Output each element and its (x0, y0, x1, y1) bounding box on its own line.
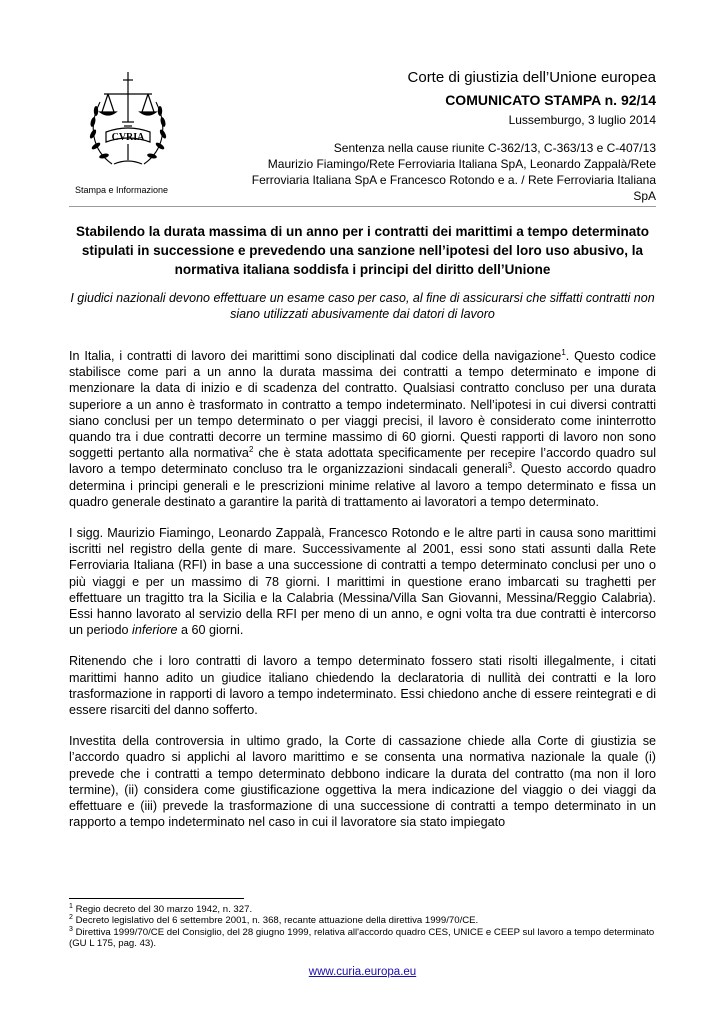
footnote-text: Direttiva 1999/70/CE del Consiglio, del 28 giugno 1999, relativa all'accordo quadro CES, UNICE e CEEP sul lavoro a tempo determinato (GU L 175, pag. 43). (69, 926, 655, 950)
footnote (69, 927, 656, 950)
judgment-line: Ferroviaria Italiana SpA e Francesco Rotondo e a. / Rete Ferroviaria Italiana (251, 173, 656, 187)
header-divider (69, 206, 656, 207)
curia-website-link[interactable]: www.curia.europa.eu (308, 966, 417, 978)
page-title: Stabilendo la durata massima di un anno per i contratti dei marittimi a tempo determinato stipulati in successione e prevedendo una sanzione nell’ipotesi del loro uso abusivo, la normativa italiana soddisfa i principi del diritto dell’Unione (75, 224, 650, 277)
page-subtitle: I giudici nazionali devono effettuare un esame caso per caso, al fine di assicurarsi che siffatti contratti non siano utilizzati abusivamente dai datori di lavoro (70, 291, 655, 321)
footnote-text: Regio decreto del 30 marzo 1942, n. 327. (72, 904, 253, 915)
paragraph (69, 348, 656, 510)
footnote-number: 1 (69, 902, 73, 910)
article-body (69, 348, 656, 845)
communique-number: COMUNICATO STAMPA n. 92/14 (445, 92, 656, 108)
press-office-label: Stampa e Informazione (75, 185, 169, 195)
text-run: I sigg. Maurizio Fiamingo, Leonardo Zappalà, Francesco Rotondo e le altre parti in causa sono marittimi iscritti nel registro della gente di mare. Successivamente al 2001, essi sono stati assunti dalla Rete Ferroviaria Italiana (RFI) in base a una successione di contratti a tempo determinato conclusi per uno o più viaggi e per un massimo di 78 giorni. I marittimi in questione erano imbarcati su traghetti per effettuare un tragitto tra la Sicilia e la Calabria (Messina/Villa San Giovanni, Messina/Reggio Calabria). Essi hanno lavorato al servizio della RFI per meno di un anno, e ogni volta tra due contratti è intercorso un periodo (69, 526, 656, 638)
text-run: . Questo codice stabilisce come pari a un anno la durata massima dei contratti a tempo determinato e impone di menzionare la data di inizio e di scadenza del contratto. Qualsiasi contratto concluso per una durata superiore a un anno è trasformato in contratto a tempo indeterminato. Nell’ipotesi in cui diversi contratti siano conclusi per un tempo determinato o per viaggi precisi, il lavoro è considerato come ininterrotto quando tra i due contratti decorre un termine massimo di 60 giorni. Questi rapporti di lavoro non sono soggetti pertanto alla normativa (69, 349, 656, 461)
paragraph: Investita della controversia in ultimo grado, la Corte di cassazione chiede alla Corte di giustizia se l’accordo quadro si applichi al lavoro marittimo e se consenta una normativa nazionale la quale (i) prevede che i contratti a tempo determinato debbono indicare la durata del contratto (ma non il loro termine), (ii) considera come giustificazione oggettiva la mera indicazione del viaggio o dei viaggi da effettuare e (iii) prevede la trasformazione di una successione di contratti a tempo determinato in un rapporto a tempo indeterminato nel caso in cui il lavoratore sia stato impiegato (69, 734, 656, 830)
curia-logo (82, 68, 174, 176)
footnote-divider (69, 898, 244, 899)
text-run: In Italia, i contratti di lavoro dei marittimi sono disciplinati dal codice della navigazione (69, 349, 562, 363)
footnote-ref: 3 (507, 461, 513, 471)
footnotes (69, 904, 656, 950)
text-run: . Questo accordo quadro determina i principi generali e le prescrizioni minime relative al lavoro a tempo determinato e fissa un quadro generale destinato a garantire la parità di trattamento ai lavoratori a tempo determinato. (69, 462, 657, 509)
court-name: Corte di giustizia dell’Unione europea (407, 69, 656, 86)
judgment-line: Maurizio Fiamingo/Rete Ferroviaria Italiana SpA, Leonardo Zappalà/Rete (267, 157, 656, 171)
text-run: che è stata adottata specificamente per recepire l’accordo quadro sul lavoro a tempo determinato concluso tra le organizzazioni sindacali generali (69, 446, 657, 477)
footnote-number: 3 (69, 925, 73, 933)
footnote-text: Decreto legislativo del 6 settembre 2001, n. 368, recante attuazione della direttiva 1999/70/CE. (72, 915, 479, 927)
header-block (186, 69, 656, 204)
footnote-number: 2 (69, 914, 73, 922)
footnote-ref: 2 (248, 445, 254, 455)
paragraph: Ritenendo che i loro contratti di lavoro a tempo determinato fossero stati risolti illegalmente, i citati marittimi hanno adito un giudice italiano chiedendo la declaratoria di nullità dei contratti e la loro trasformazione in rapporti di lavoro a tempo indeterminato. Essi chiedono anche di essere reintegrati e di essere risarciti del danno sofferto. (69, 654, 656, 718)
footnote (69, 904, 656, 915)
judgment-line: Sentenza nella cause riunite C-362/13, C-363/13 e C-407/13 (333, 141, 656, 155)
text-run: a 60 giorni. (177, 623, 244, 638)
emphasis: inferiore (132, 623, 178, 638)
footnote (69, 915, 656, 926)
paragraph (69, 525, 656, 638)
judgment-line: SpA (633, 189, 656, 203)
logo-text: CVRIA (111, 132, 145, 143)
place-date: Lussemburgo, 3 luglio 2014 (508, 113, 656, 127)
footnote-ref: 1 (561, 347, 566, 357)
